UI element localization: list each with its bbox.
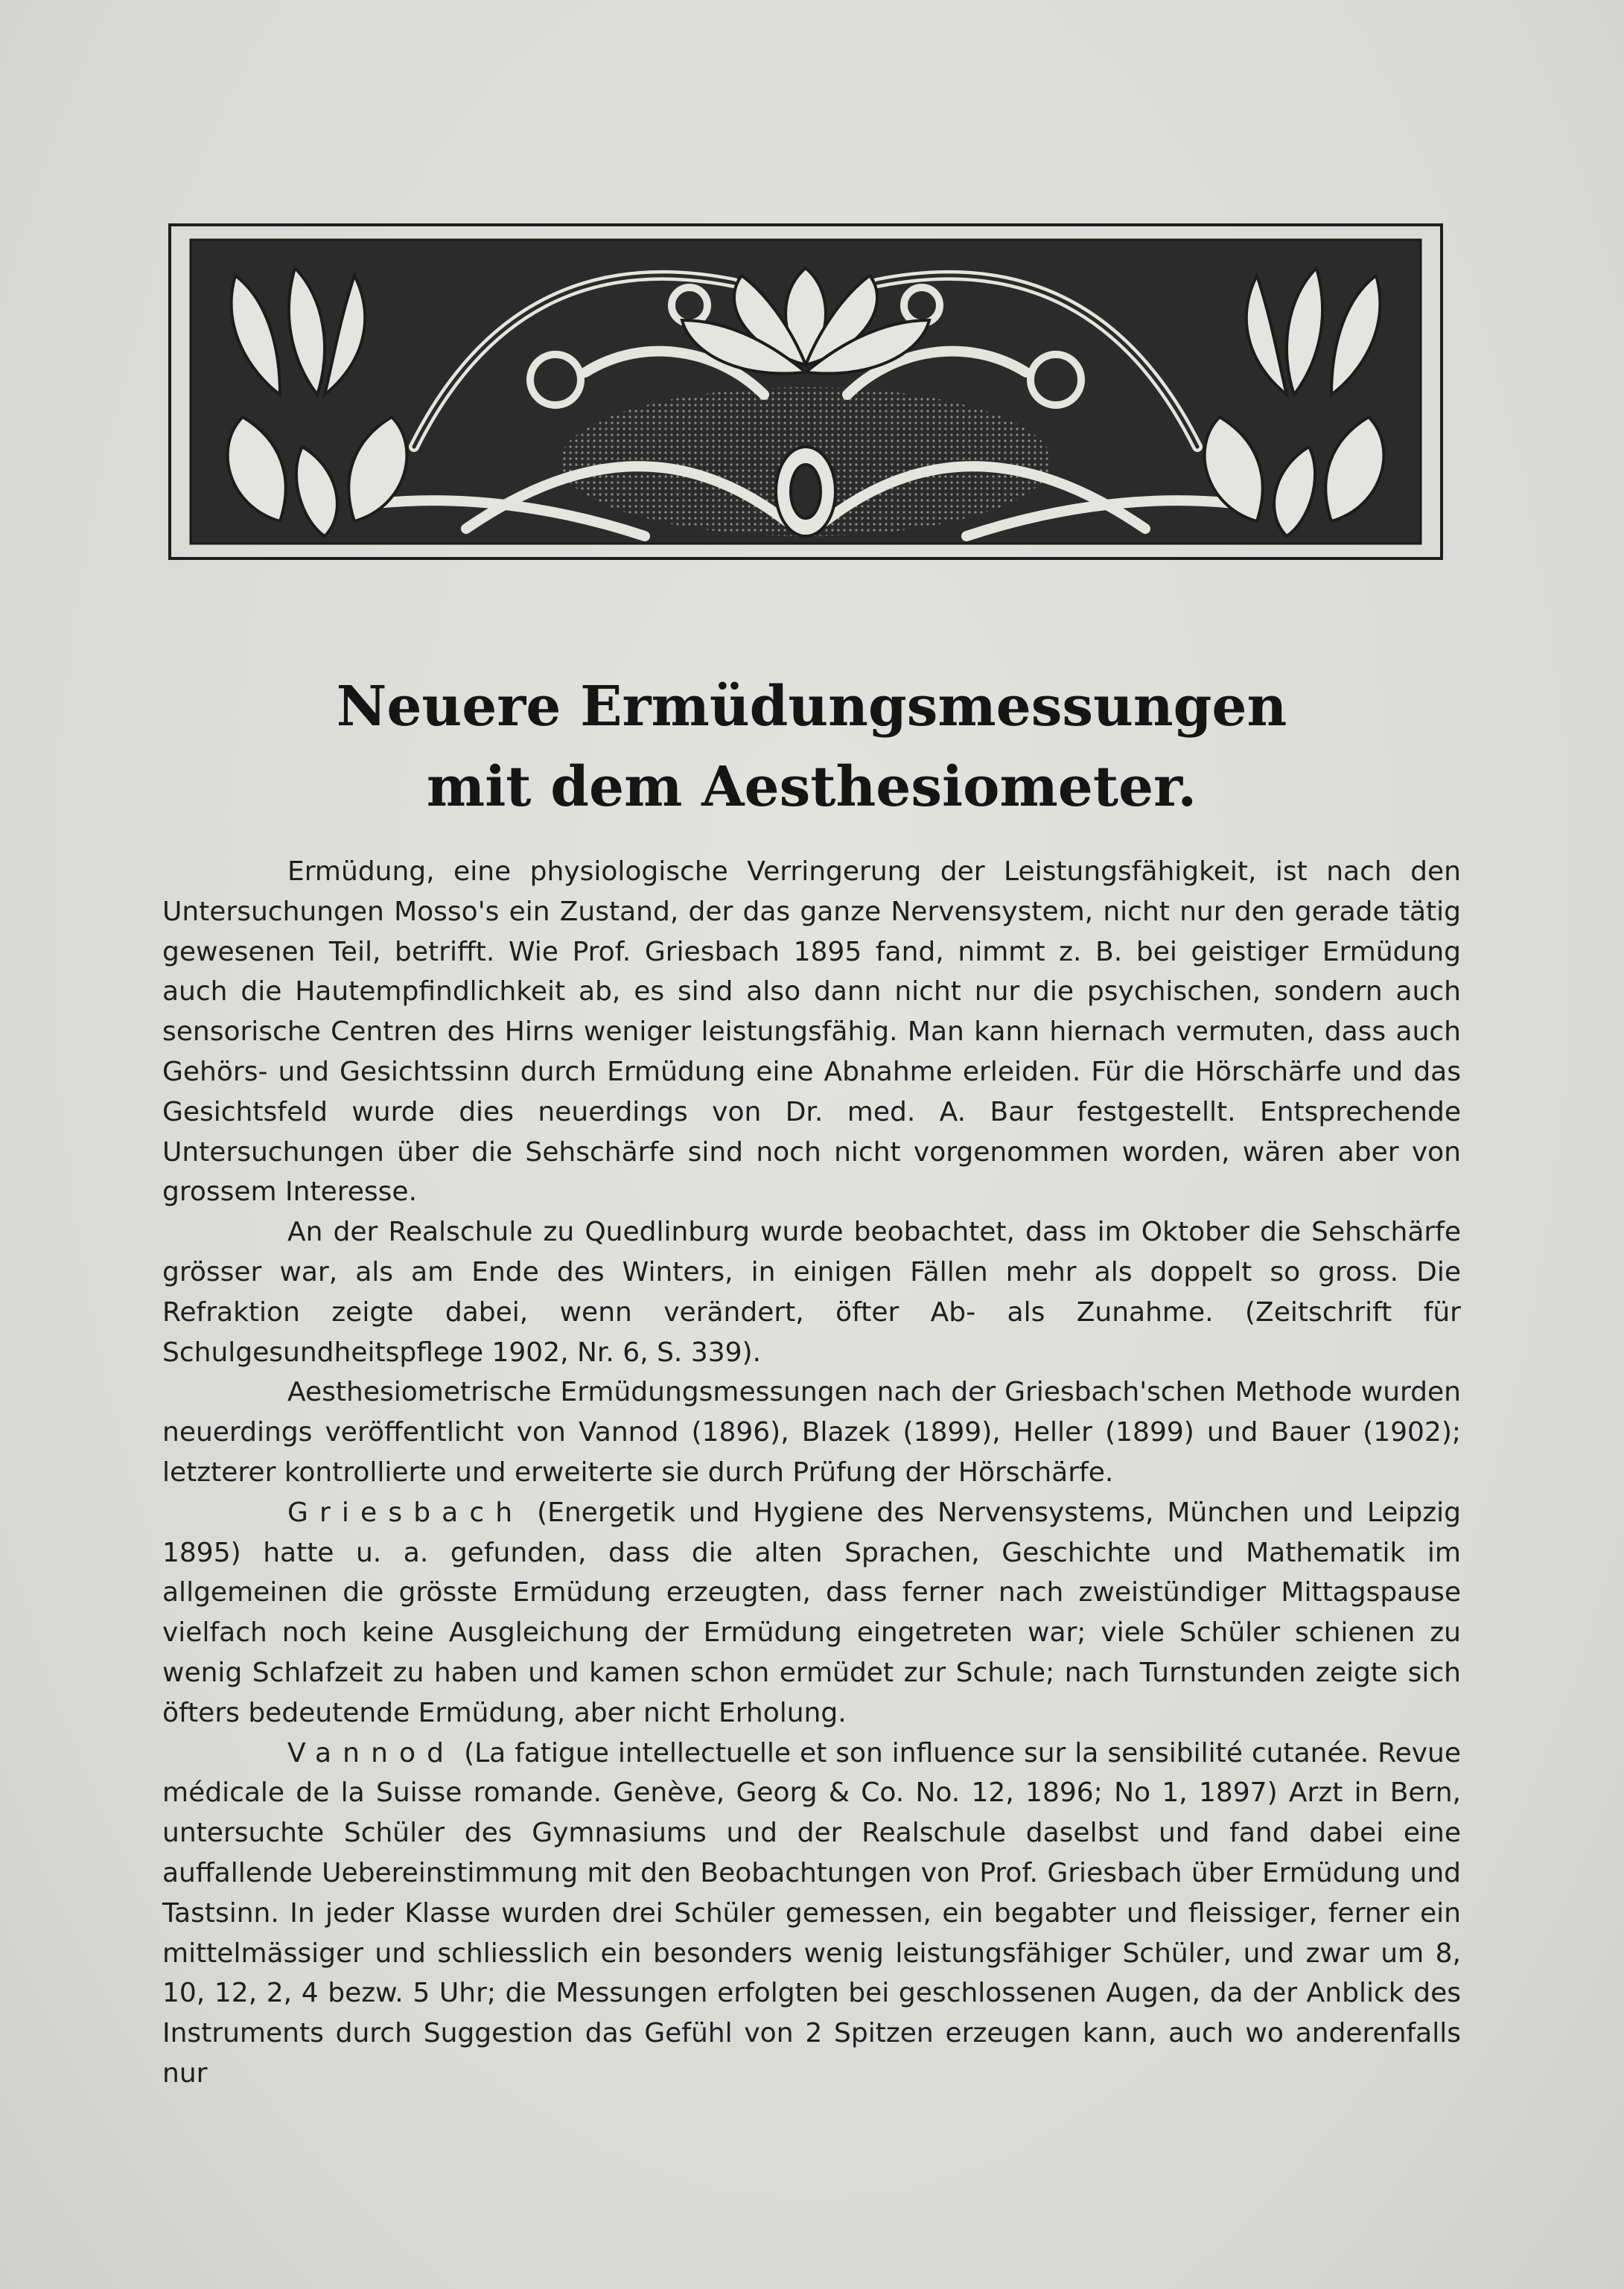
paragraph-3 [162,1372,1461,1492]
paragraph-5-text: (La fatigue intellectuelle et son influence sur la sensibilité cutanée. Revue médicale de la Suisse romande. Genève, Georg & Co. No. 12, 1896; No 1, 1897) Arzt in Bern, untersuchte Schüler des Gymnasiums und der Realschule daselbst und fand dabei eine auffallende Uebereinstimmung mit den Beobachtungen von Prof. Griesbach über Ermüdung und Tastsinn. In jeder Klasse wurden drei Schüler gemessen, ein begabter und fleissiger, ferner ein mittelmässiger und schliesslich ein besonders wenig leistungsfähiger Schüler, und zwar um 8, 10, 12, 2, 4 bezw. 5 Uhr; die Messungen erfolgten bei geschlossenen Augen, da der Anblick des Instruments durch Suggestion das Gefühl von 2 Spitzen erzeugen kann, auch wo anderenfalls nur [162,1737,1461,2089]
paragraph-3-text: Aesthesiometrische Ermüdungsmessungen nach der Griesbach'schen Methode wurden neuerdings veröffentlicht von Vannod (1896), Blazek (1899), Heller (1899) und Bauer (1902); letzterer kontrollierte und erweiterte sie durch Prüfung der Hörschärfe. [162,1377,1461,1488]
paragraph-1 [162,852,1461,1212]
paragraph-5-lead-name: Vannod [287,1737,456,1769]
article-body [162,852,1461,2094]
paragraph-2 [162,1212,1461,1372]
paragraph-4-lead-name: Griesbach [287,1497,524,1528]
paragraph-1-text: Ermüdung, eine physiologische Verringerung der Leistungsfähigkeit, ist nach den Untersuchungen Mosso's ein Zustand, der das ganze Nervensystem, nicht nur den gerade tätig gewesenen Teil, betrifft. Wie Prof. Griesbach 1895 fand, nimmt z. B. bei geistiger Ermüdung auch die Hautempfindlichkeit ab, es sind also dann nicht nur die psychischen, sondern auch sensorische Centren des Hirns weniger leistungsfähig. Man kann hiernach vermuten, dass auch Gehörs- und Gesichtssinn durch Ermüdung eine Abnahme erleiden. Für die Hörschärfe und das Gesichtsfeld wurde dies neuerdings von Dr. med. A. Baur festgestellt. Entsprechende Untersuchungen über die Sehschärfe sind noch nicht vorgenommen worden, wären aber von grossem Interesse. [162,856,1461,1208]
paragraph-4 [162,1493,1461,1734]
paragraph-5 [162,1734,1461,2094]
paragraph-2-text: An der Realschule zu Quedlinburg wurde beobachtet, dass im Oktober die Sehschärfe grösser war, als am Ende des Winters, in einigen Fällen mehr als doppelt so gross. Die Refraktion zeigte dabei, wenn verändert, öfter Ab- als Zunahme. (Zeitschrift für Schulgesundheitspflege 1902, Nr. 6, S. 339). [162,1217,1461,1368]
title-line-1: Neuere Ermüdungsmessungen [336,675,1287,739]
title-line-2: mit dem Aesthesiometer. [426,755,1197,819]
art-nouveau-ornament-banner [168,223,1443,560]
paragraph-4-text: (Energetik und Hygiene des Nervensystems, München und Leipzig 1895) hatte u. a. gefunden, dass die alten Sprachen, Geschichte und Mathematik im allgemeinen die grösste Ermüdung erzeugten, dass ferner nach zweistündiger Mittagspause vielfach noch keine Ausgleichung der Ermüdung eingetreten war; viele Schüler schienen zu wenig Schlafzeit zu haben und kamen schon ermüdet zur Schule; nach Turnstunden zeigte sich öfters bedeutende Ermüdung, aber nicht Erholung. [162,1497,1461,1728]
